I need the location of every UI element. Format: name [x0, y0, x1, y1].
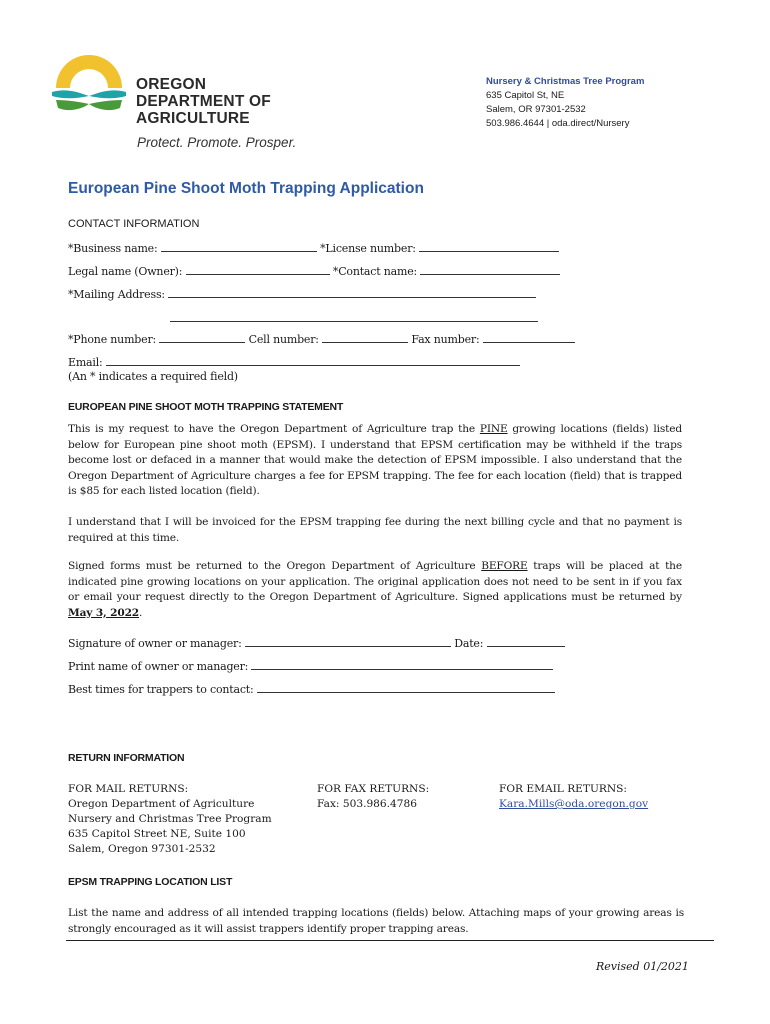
- contact-name-field[interactable]: [420, 264, 560, 275]
- statement-paragraph-3: [68, 559, 682, 621]
- statement-text: .: [139, 606, 143, 619]
- location-list-instructions: List the name and address of all intended trapping locations (fields) below. Attaching maps of your growing areas is strongly encouraged as it will assist trappers identify proper trapping areas.: [68, 907, 684, 935]
- statement-paragraph-1: [68, 422, 682, 500]
- fax-returns-heading: FOR FAX RETURNS:: [317, 783, 430, 795]
- date-label: Date:: [454, 637, 484, 650]
- statement-text: growing locations (fields) listed below for European pine shoot moth (EPSM). I understand that EPSM certification may be withheld if the traps become lost or defaced in a manner that would make the detection of EPSM impossible. I also understand that the Oregon Department of Agriculture charges a fee for EPSM trapping. The fee for each location (field) that is trapped is $85 for each listed location (field).: [68, 423, 682, 497]
- legal-name-field[interactable]: [186, 264, 330, 275]
- email-returns-heading: FOR EMAIL RETURNS:: [499, 783, 627, 795]
- print-name-field[interactable]: [251, 659, 553, 670]
- print-name-row: [68, 659, 553, 673]
- fax-label: Fax number:: [411, 333, 480, 346]
- print-name-label: Print name of owner or manager:: [68, 660, 249, 673]
- mail-address-line: 635 Capitol Street NE, Suite 100: [68, 828, 246, 840]
- return-email-link[interactable]: Kara.Mills@oda.oregon.gov: [499, 798, 649, 810]
- pine-emphasis: PINE: [479, 423, 508, 435]
- date-field[interactable]: [487, 636, 565, 647]
- fax-number-field[interactable]: [483, 332, 575, 343]
- return-heading: RETURN INFORMATION: [68, 752, 185, 764]
- license-label: *License number:: [320, 242, 416, 255]
- tagline: Protect. Promote. Prosper.: [137, 135, 297, 150]
- deadline-date: May 3, 2022: [68, 606, 140, 619]
- location-list-heading: EPSM TRAPPING LOCATION LIST: [68, 876, 233, 888]
- program-city: Salem, OR 97301-2532: [486, 104, 586, 115]
- signature-label: Signature of owner or manager:: [68, 637, 242, 650]
- oda-logo-icon: [50, 52, 128, 118]
- statement-text: This is my request to have the Oregon Department of Agriculture trap the: [68, 423, 480, 435]
- mail-returns-heading: FOR MAIL RETURNS:: [68, 783, 189, 795]
- signature-field[interactable]: [245, 636, 451, 647]
- mailing-row: [68, 287, 536, 301]
- mailing-address-field[interactable]: [168, 287, 536, 298]
- email-field[interactable]: [106, 355, 520, 366]
- fax-number: Fax: 503.986.4786: [317, 798, 417, 810]
- cell-number-field[interactable]: [322, 332, 408, 343]
- phone-number-field[interactable]: [159, 332, 245, 343]
- email-returns-column: [499, 782, 648, 812]
- statement-text: traps will be placed at the indicated pine growing locations on your application. The original application does not need to be sent in if you fax or email your request directly to the Oregon Department of Agriculture. Signed applications must be returned by: [68, 560, 682, 603]
- revision-date: Revised 01/2021: [596, 960, 689, 973]
- mail-address-line: Oregon Department of Agriculture: [68, 798, 255, 810]
- contact-name-label: *Contact name:: [332, 265, 418, 278]
- legal-row: [68, 264, 560, 278]
- required-note: (An * indicates a required field): [68, 370, 238, 383]
- business-name-field[interactable]: [161, 241, 317, 252]
- best-times-row: [68, 682, 555, 696]
- page-title: European Pine Shoot Moth Trapping Application: [68, 180, 424, 197]
- contact-heading: CONTACT INFORMATION: [68, 218, 200, 230]
- best-times-field[interactable]: [257, 682, 555, 693]
- org-name-line2: DEPARTMENT OF: [136, 93, 271, 110]
- statement-text: Signed forms must be returned to the Oregon Department of Agriculture: [68, 560, 482, 572]
- best-times-label: Best times for trappers to contact:: [68, 683, 254, 696]
- business-label: *Business name:: [68, 242, 158, 255]
- cell-label: Cell number:: [248, 333, 319, 346]
- email-label: Email:: [68, 356, 103, 369]
- org-name-line3: AGRICULTURE: [136, 110, 250, 127]
- phone-row: [68, 332, 575, 346]
- email-row: [68, 355, 520, 369]
- mail-address-line: Nursery and Christmas Tree Program: [68, 813, 272, 825]
- mailing-address-label: *Mailing Address:: [68, 288, 165, 301]
- fax-returns-column: [317, 782, 429, 812]
- program-name: Nursery & Christmas Tree Program: [486, 76, 645, 87]
- mailing-address-field-line2[interactable]: [170, 321, 538, 322]
- license-number-field[interactable]: [419, 241, 559, 252]
- location-list-divider: [66, 940, 714, 941]
- before-emphasis: BEFORE: [481, 560, 528, 572]
- mail-returns-column: [68, 782, 272, 857]
- mail-address-line: Salem, Oregon 97301-2532: [68, 843, 216, 855]
- program-contact: 503.986.4644 | oda.direct/Nursery: [486, 118, 630, 129]
- legal-name-label: Legal name (Owner):: [68, 265, 183, 278]
- signature-row: [68, 636, 565, 650]
- phone-label: *Phone number:: [68, 333, 157, 346]
- statement-heading: EUROPEAN PINE SHOOT MOTH TRAPPING STATEMENT: [68, 401, 344, 413]
- business-row: [68, 241, 559, 255]
- org-name-line1: OREGON: [136, 76, 207, 93]
- statement-paragraph-2: I understand that I will be invoiced for the EPSM trapping fee during the next billing cycle and that no payment is required at this time.: [68, 516, 682, 544]
- program-street: 635 Capitol St, NE: [486, 90, 565, 101]
